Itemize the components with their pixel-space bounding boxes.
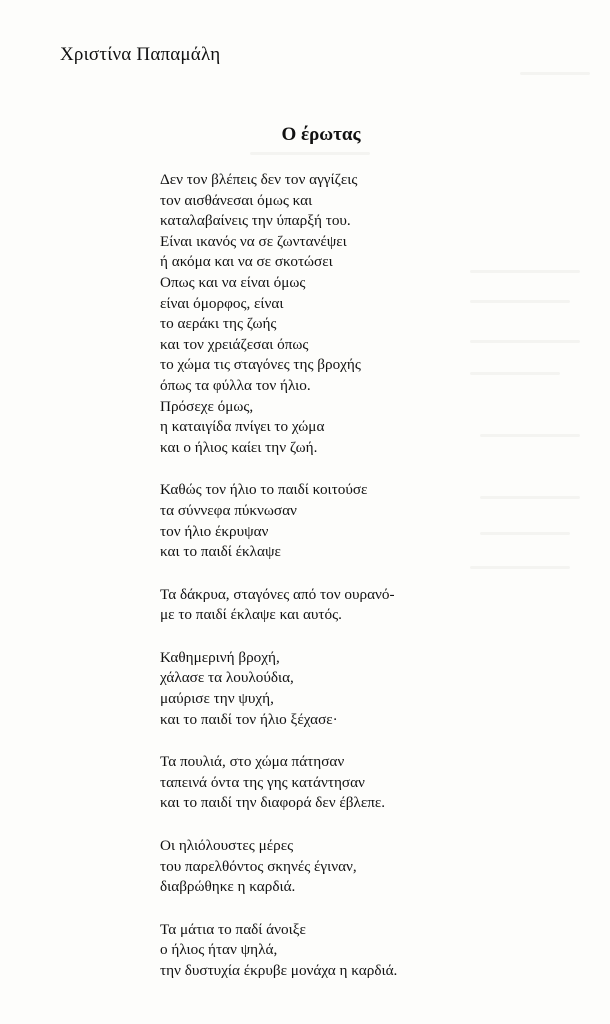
poem-line: τον ήλιο έκρυψαν xyxy=(160,522,269,540)
poem-line: Είναι ικανός να σε ζωντανέψει xyxy=(160,232,347,250)
poem-line: τον αισθάνεσαι όμως και xyxy=(160,191,313,209)
poem-line: Τα πουλιά, στο χώμα πάτησαν xyxy=(160,753,345,771)
poem-line: η καταιγίδα πνίγει το χώμα xyxy=(160,418,325,436)
poem-line: και το παιδί τον ήλιο ξέχασε· xyxy=(160,710,338,728)
stanza xyxy=(160,752,580,814)
stanza xyxy=(160,585,580,626)
poem-line: τα σύννεφα πύκνωσαν xyxy=(160,501,297,519)
poem-title: Ο έρωτας xyxy=(281,124,361,145)
poem-line: όπως τα φύλλα τον ήλιο. xyxy=(160,376,311,394)
poem-line: Οπως και να είναι όμως xyxy=(160,273,306,291)
poem-line: καταλαβαίνεις την ύπαρξή του. xyxy=(160,212,351,230)
stanza xyxy=(160,920,580,982)
stanza xyxy=(160,836,580,898)
poem-line: Οι ηλιόλουστες μέρες xyxy=(160,837,294,855)
stanza xyxy=(160,480,580,562)
poem-line: ο ήλιος ήταν ψηλά, xyxy=(160,941,278,959)
stanza xyxy=(160,648,580,730)
poem-line: Πρόσεχε όμως, xyxy=(160,397,254,415)
poem-line: και τον χρειάζεσαι όπως xyxy=(160,335,309,353)
poem-line: με το παιδί έκλαψε και αυτός. xyxy=(160,606,342,624)
bleed-through-mark xyxy=(520,72,590,75)
poem-body xyxy=(160,170,580,1004)
poem-line: ή ακόμα και να σε σκοτώσει xyxy=(160,253,333,271)
poem-line: και ο ήλιος καίει την ζωή. xyxy=(160,438,318,456)
poem-line: Τα δάκρυα, σταγόνες από τον ουρανό- xyxy=(160,585,395,603)
poem-line: ταπεινά όντα της γης κατάντησαν xyxy=(160,773,365,791)
poem-line: του παρελθόντος σκηνές έγιναν, xyxy=(160,857,357,875)
poem-line: Τα μάτια το παδί άνοιξε xyxy=(160,920,306,938)
poem-line: Δεν τον βλέπεις δεν τον αγγίζεις xyxy=(160,171,358,188)
poem-line: Καθώς τον ήλιο το παιδί κοιτούσε xyxy=(160,481,368,499)
bleed-through-mark xyxy=(250,152,370,155)
poem-line: το χώμα τις σταγόνες της βροχής xyxy=(160,356,361,374)
stanza xyxy=(160,170,580,458)
poem-line: μαύρισε την ψυχή, xyxy=(160,690,274,708)
poem-line: και το παιδί έκλαψε xyxy=(160,543,281,561)
poem-line: το αεράκι της ζωής xyxy=(160,315,277,333)
poem-line: διαβρώθηκε η καρδιά. xyxy=(160,878,296,896)
poem-line: και το παιδί την διαφορά δεν έβλεπε. xyxy=(160,794,386,812)
author-name: Χριστίνα Παπαμάλη xyxy=(60,44,221,65)
poem-line: Καθημερινή βροχή, xyxy=(160,648,280,666)
poem-line: είναι όμορφος, είναι xyxy=(160,294,284,312)
poem-line: την δυστυχία έκρυβε μονάχα η καρδιά. xyxy=(160,962,398,979)
poem-line: χάλασε τα λουλούδια, xyxy=(160,669,294,687)
